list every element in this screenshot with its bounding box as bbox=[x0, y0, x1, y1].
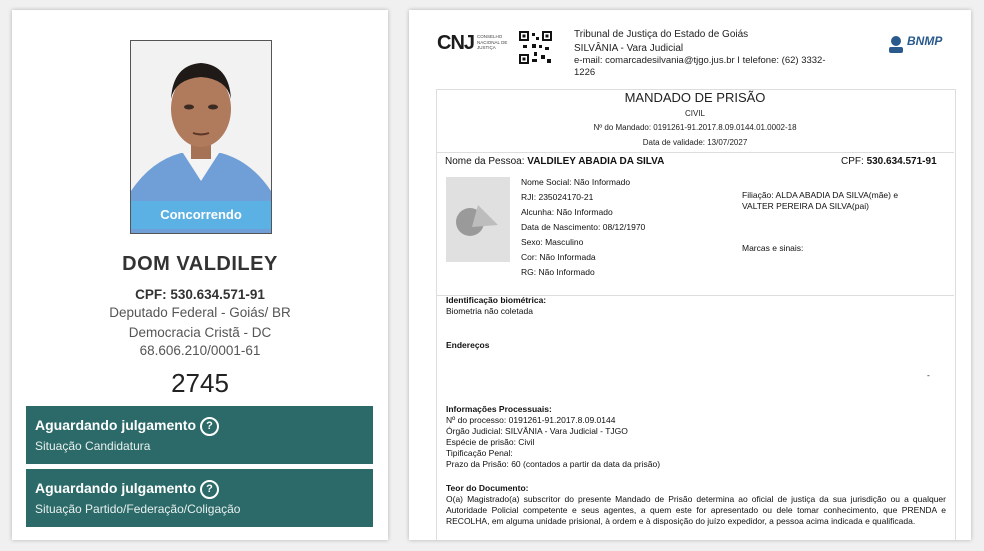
candidate-card bbox=[12, 10, 388, 540]
address-value: - bbox=[927, 370, 930, 380]
sex: Sexo: Masculino bbox=[521, 237, 584, 247]
warrant-validity: Data de validade: 13/07/2027 bbox=[642, 138, 748, 147]
bnmp-emblem-icon bbox=[887, 34, 905, 54]
cnj-mark: CNJ bbox=[437, 32, 475, 54]
content-heading: Teor do Documento: bbox=[446, 483, 529, 493]
process-info bbox=[446, 415, 660, 470]
addresses-heading: Endereços bbox=[446, 340, 490, 350]
candidate-cpf: CPF: 530.634.571-91 bbox=[135, 287, 265, 302]
bnmp-logo bbox=[887, 34, 957, 58]
court-contact: e-mail: comarcadesilvania@tjgo.jus.br I telefone: (62) 3332-1226 bbox=[574, 55, 826, 78]
person-cpf: 530.634.571-91 bbox=[866, 156, 937, 167]
candidate-photo bbox=[130, 40, 272, 234]
content-text: O(a) Magistrado(a) subscritor do presente Mandado de Prisão determina ao oficial de justiça da sua jurisdição ou a qualquer Autoridade Policial competente e seus agentes, a quem este for apresentado ou dele tomar conhecimento, que PRENDA e RECOLHA, em alguma unidade prisional, à ordem e à disposição do juízo expedidor, a pessoa acima indicada e qualificada. bbox=[446, 494, 946, 526]
rg: RG: Não Informado bbox=[521, 267, 595, 277]
arrest-warrant-document bbox=[409, 10, 971, 540]
candidate-name: DOM VALDILEY bbox=[122, 253, 278, 275]
status-subtitle: Situação Candidatura bbox=[35, 439, 151, 453]
process-line: Prazo da Prisão: 60 (contados a partir da data da prisão) bbox=[446, 459, 661, 469]
help-icon[interactable]: ? bbox=[200, 417, 219, 436]
biometrics-heading: Identificação biométrica: bbox=[446, 295, 547, 305]
status-partido-box bbox=[26, 469, 373, 527]
parentage: Filiação: ALDA ABADIA DA SILVA(mãe) e VALTER PEREIRA DA SILVA(pai) bbox=[742, 190, 899, 211]
process-line: Órgão Judicial: SILVÂNIA - Vara Judicial - TJGO bbox=[446, 426, 628, 436]
marks-and-signs: Marcas e sinais: bbox=[742, 243, 804, 253]
court-name: Tribunal de Justiça do Estado de Goiás bbox=[574, 29, 749, 40]
avatar-placeholder bbox=[446, 177, 510, 262]
person-name: VALDILEY ABADIA DA SILVA bbox=[527, 156, 665, 167]
status-candidatura-box bbox=[26, 406, 373, 464]
social-name: Nome Social: Não Informado bbox=[521, 177, 631, 187]
biometrics-text: Biometria não coletada bbox=[446, 306, 533, 316]
alcunha: Alcunha: Não Informado bbox=[521, 207, 613, 217]
document-title: MANDADO DE PRISÃO bbox=[624, 90, 766, 105]
cnj-subtitle: CONSELHO NACIONAL DE JUSTIÇA bbox=[477, 34, 508, 50]
status-title-text: Aguardando julgamento bbox=[35, 417, 196, 433]
cnj-logo bbox=[437, 32, 513, 56]
qr-code-icon bbox=[519, 31, 552, 64]
rji: RJI: 235024170-21 bbox=[521, 192, 594, 202]
candidate-cnpj: 68.606.210/0001-61 bbox=[139, 343, 261, 358]
warrant-number: Nº do Mandado: 0191261-91.2017.8.09.0144.01.0002-18 bbox=[593, 123, 797, 132]
court-unit: SILVÂNIA - Vara Judicial bbox=[574, 43, 684, 54]
process-line: Nº do processo: 0191261-91.2017.8.09.0144 bbox=[446, 415, 616, 425]
status-badge: Concorrendo bbox=[131, 201, 271, 229]
status-title bbox=[35, 417, 219, 436]
process-line: Tipificação Penal: bbox=[446, 448, 513, 458]
candidate-party: Democracia Cristã - DC bbox=[128, 325, 272, 340]
bnmp-text: BNMP bbox=[907, 34, 943, 48]
person-cpf-row bbox=[841, 156, 937, 167]
image-placeholder-icon bbox=[446, 177, 510, 262]
person-cpf-label: CPF: bbox=[841, 156, 867, 167]
candidate-office: Deputado Federal - Goiás/ BR bbox=[109, 305, 291, 320]
status-subtitle: Situação Partido/Federação/Coligação bbox=[35, 502, 241, 516]
person-name-row bbox=[445, 156, 664, 167]
candidate-number: 2745 bbox=[171, 368, 229, 398]
status-title-text: Aguardando julgamento bbox=[35, 480, 196, 496]
color: Cor: Não Informada bbox=[521, 252, 596, 262]
status-title bbox=[35, 480, 219, 499]
person-name-label: Nome da Pessoa: bbox=[445, 156, 528, 167]
help-icon[interactable]: ? bbox=[200, 480, 219, 499]
birth-date: Data de Nascimento: 08/12/1970 bbox=[521, 222, 646, 232]
divider bbox=[436, 152, 954, 153]
process-line: Espécie de prisão: Civil bbox=[446, 437, 535, 447]
process-heading: Informações Processuais: bbox=[446, 404, 552, 414]
warrant-type: CIVIL bbox=[684, 109, 705, 118]
